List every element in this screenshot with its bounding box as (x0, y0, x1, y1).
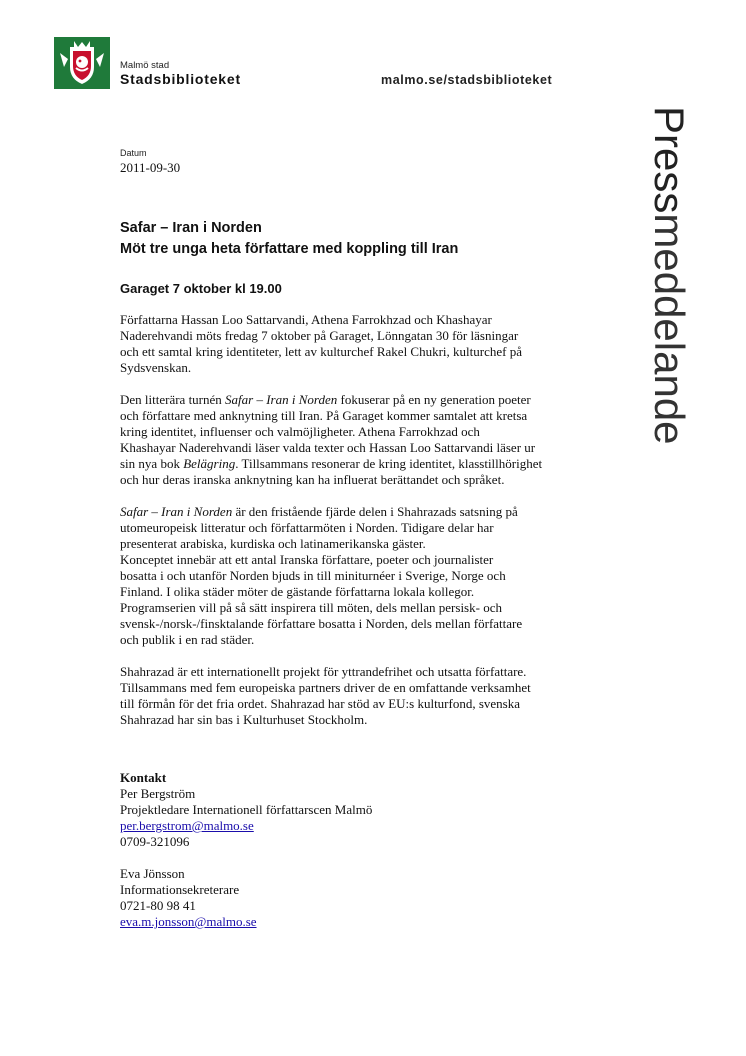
body-text (120, 312, 600, 744)
org-name: Stadsbiblioteket (120, 71, 241, 87)
paragraph-4: Konceptet innebär att ett antal Iranska författare, poeter och journalister bosatta i och utanför Norden bjuds in till miniturnéer i Sverige, Norge och Finland. I olika städer möter de gästande författarna lokala kollegor. Programserien vill på så sätt inspirera till möten, dels mellan persisk- och svensk-/norsk-/finsktalande författare bosatta i Norden, dels mellan författare och publik i en rad städer. (120, 552, 523, 647)
contact-2-phone: 0721-80 98 41 (120, 898, 196, 913)
contact-2-role: Informationsekreterare (120, 882, 240, 897)
org-url: malmo.se/stadsbiblioteket (381, 73, 553, 87)
side-label-press: Press (646, 106, 693, 214)
event-subhead: Garaget 7 oktober kl 19.00 (120, 281, 282, 296)
title-line-1: Safar – Iran i Norden (120, 220, 262, 236)
date-value: 2011-09-30 (120, 160, 181, 175)
contact-section (120, 770, 372, 930)
contact-1-role: Projektledare Internationell författarscen Malmö (120, 802, 373, 817)
contact-heading: Kontakt (120, 770, 167, 785)
side-label-meddelande: meddelande (646, 213, 693, 445)
side-label (636, 106, 702, 556)
contact-1-name: Per Bergström (120, 786, 196, 801)
contact-2-email-link[interactable]: eva.m.jonsson@malmo.se (120, 914, 257, 929)
contact-2-name: Eva Jönsson (120, 866, 185, 881)
title-line-2: Möt tre unga heta författare med koppling till Iran (120, 241, 459, 257)
paragraph-1: Författarna Hassan Loo Sattarvandi, Athena Farrokhzad och Khashayar Naderehvandi möts fredag 7 oktober på Garaget, Lönngatan 30 för läsningar och ett samtal kring identiteter, lett av kulturchef Rakel Chukri, kulturchef på Sydsvenskan. (120, 312, 522, 375)
org-parent-name: Malmö stad (120, 60, 170, 71)
paragraph-3: Safar – Iran i Norden är den fristående fjärde delen i Shahrazads satsning på utomeuropeisk litteratur och författarmöten i Norden. Tidigare delar har presenterat arabiska, kurdiska och latinamerikanska gäster. (120, 504, 518, 551)
paragraph-2: Den litterära turnén Safar – Iran i Norden fokuserar på en ny generation poeter och författare med anknytning till Iran. På Garaget kommer samtalet att kretsa kring identitet, influenser och valmöjligheter. Athena Farrokhzad och Khashayar Naderehvandi läser valda texter och Hassan Loo Sattarvandi läser ur sin nya bok Belägring. Tillsammans resonerar de kring identitet, klasstillhörighet och hur deras iranska anknytning kan ha influerat berättandet och språket. (120, 392, 543, 487)
press-title (120, 218, 458, 260)
contact-1-email-link[interactable]: per.bergstrom@malmo.se (120, 818, 254, 833)
contact-1-phone: 0709-321096 (120, 834, 190, 849)
paragraph-5: Shahrazad är ett internationellt projekt för yttrandefrihet och utsatta författare. Tillsammans med fem europeiska partners driver de en omfattande verksamhet till förmån för det fria ordet. Shahrazad har stöd av EU:s kulturfond, svenska Shahrazad har sin bas i Kulturhuset Stockholm. (120, 664, 531, 727)
malmo-stad-logo (54, 37, 110, 89)
date-label: Datum (120, 148, 147, 158)
